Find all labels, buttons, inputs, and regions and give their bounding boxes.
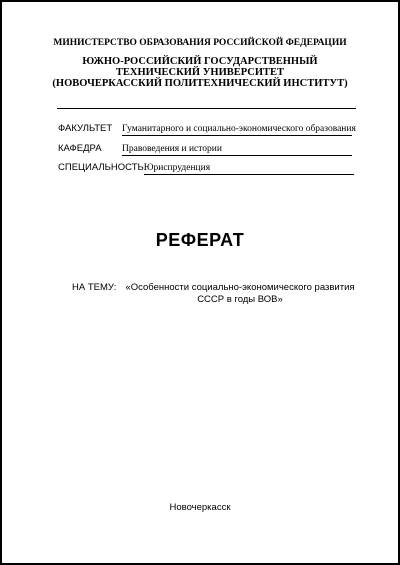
specialty-field [58, 162, 354, 175]
topic-line-2: СССР в годы ВОВ» [197, 294, 283, 305]
topic-label: НА ТЕМУ: [72, 282, 117, 293]
faculty-label: ФАКУЛЬТЕТ [58, 123, 113, 134]
topic-line-1: «Особенности социально-экономического развития [125, 282, 355, 293]
faculty-value: Гуманитарного и социально-экономического образования [122, 124, 356, 134]
university-line-1: ЮЖНО-РОССИЙСКИЙ ГОСУДАРСТВЕННЫЙ [82, 56, 318, 67]
document-title: РЕФЕРАТ [155, 230, 245, 250]
university-line-2: ТЕХНИЧЕСКИЙ УНИВЕРСИТЕТ [115, 67, 285, 78]
faculty-field [58, 123, 356, 136]
topic-text [120, 282, 360, 306]
city-name: Новочеркасск [169, 502, 231, 513]
chair-label: КАФЕДРА [58, 143, 102, 154]
header-divider [57, 108, 356, 109]
specialty-value: Юриспруденция [144, 163, 354, 175]
chair-value: Правоведения и истории [122, 144, 352, 156]
university-name [40, 56, 360, 89]
chair-field [58, 143, 352, 156]
ministry-heading: МИНИСТЕРСТВО ОБРАЗОВАНИЯ РОССИЙСКОЙ ФЕДЕРАЦИИ [53, 38, 347, 48]
specialty-label: СПЕЦИАЛЬНОСТЬ [58, 162, 144, 173]
university-line-3: (НОВОЧЕРКАССКИЙ ПОЛИТЕХНИЧЕСКИЙ ИНСТИТУТ) [52, 78, 348, 89]
